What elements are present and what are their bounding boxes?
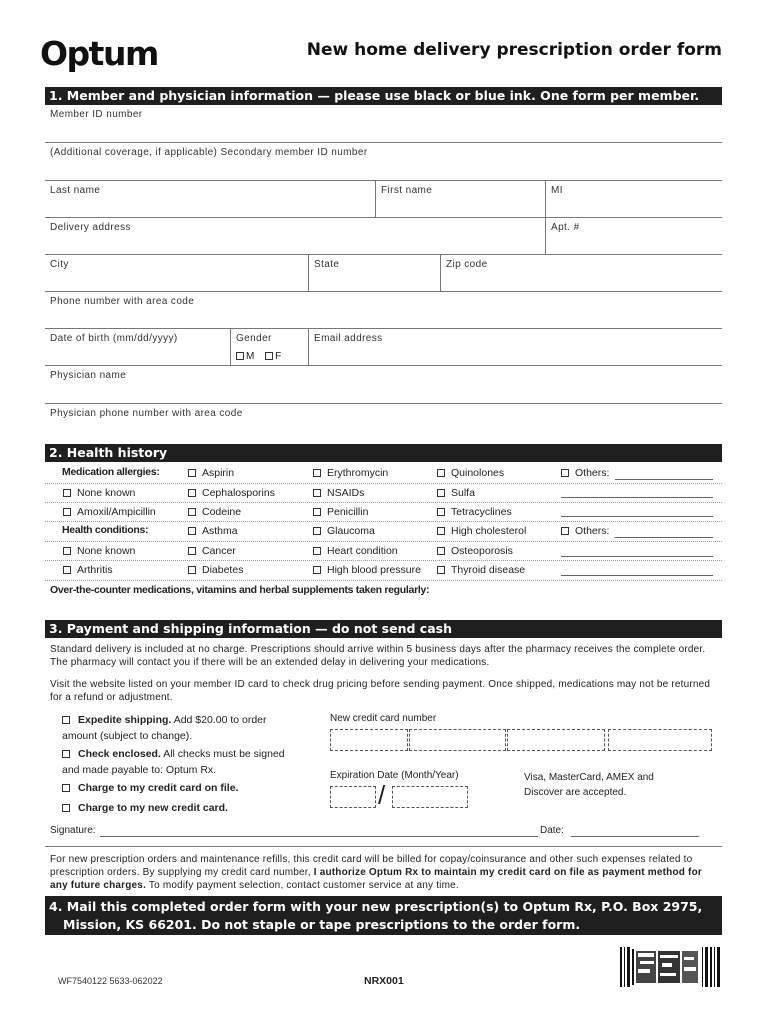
- option-label: Penicillin: [327, 506, 369, 518]
- checkbox[interactable]: [188, 566, 196, 574]
- checkbox[interactable]: [63, 566, 71, 574]
- allergy-others-line[interactable]: [615, 479, 713, 480]
- allergy-penicillin[interactable]: [313, 506, 368, 518]
- row-divider: [45, 483, 722, 484]
- otc-label: Over-the-counter medications, vitamins and herbal supplements taken regularly:: [50, 584, 430, 596]
- delivery-address-label: Delivery address: [50, 222, 131, 233]
- checkbox[interactable]: [437, 527, 445, 535]
- date-label: Date:: [540, 825, 564, 836]
- option-label: Others:: [575, 467, 610, 479]
- email-field[interactable]: [308, 329, 722, 365]
- charge-new-option[interactable]: [62, 800, 228, 816]
- health-conditions-label: Health conditions:: [62, 524, 149, 536]
- checkbox[interactable]: [313, 508, 321, 516]
- card-group-2[interactable]: [409, 729, 506, 751]
- gender-m-label: M: [246, 351, 255, 362]
- mail-line-1: 4. Mail this completed order form with your new prescription(s) to Optum Rx, P.O. Box 2975,: [49, 899, 703, 914]
- delivery-info-paragraph: Standard delivery is included at no charge. Prescriptions should arrive within 5 business days after the pharmacy receives the complete order. The pharmacy will contact you if there will be an extended delay in delivering your medications.: [50, 644, 706, 668]
- optum-logo: Optum: [40, 34, 158, 73]
- barcode-icon: [620, 947, 720, 987]
- charge-file-checkbox[interactable]: [62, 784, 70, 792]
- expedite-text: Add $20.00 to order amount (subject to change).: [62, 714, 267, 742]
- option-label: Osteoporosis: [451, 545, 513, 557]
- first-name-label: First name: [381, 185, 433, 196]
- allergy-codeine[interactable]: [188, 506, 241, 518]
- gender-f-checkbox[interactable]: [265, 352, 273, 360]
- option-label: Quinolones: [451, 467, 505, 479]
- condition-others-line[interactable]: [615, 537, 713, 538]
- pricing-info-paragraph: Visit the website listed on your member ID card to check drug pricing before sending payment. Once shipped, medications may not be returned for a refund or adjustment.: [50, 679, 711, 703]
- last-name-field[interactable]: [45, 181, 375, 217]
- condition-none-known[interactable]: [63, 545, 135, 557]
- allergy-others-line-3[interactable]: [561, 516, 713, 517]
- charge-file-option[interactable]: [62, 780, 238, 796]
- allergy-tetracyclines[interactable]: [437, 506, 512, 518]
- condition-osteoporosis[interactable]: [437, 545, 513, 557]
- condition-high-blood-pressure[interactable]: [313, 564, 421, 576]
- gender-label: Gender: [236, 333, 272, 344]
- city-row: [45, 255, 722, 292]
- check-bold: Check enclosed.: [78, 748, 161, 760]
- option-label: Tetracyclines: [451, 506, 512, 518]
- expedite-option[interactable]: [62, 712, 302, 744]
- card-group-3[interactable]: [507, 729, 605, 751]
- row-divider: [45, 580, 722, 581]
- zip-label: Zip code: [446, 259, 488, 270]
- secondary-member-id-field[interactable]: [45, 143, 722, 181]
- checkbox[interactable]: [188, 508, 196, 516]
- section-1-heading: 1. Member and physician information — please use black or blue ink. One form per member.: [45, 87, 722, 105]
- charge-new-checkbox[interactable]: [62, 804, 70, 812]
- option-label: NSAIDs: [327, 487, 365, 499]
- note-text-2: To modify payment selection, contact customer service at any time.: [148, 880, 459, 891]
- row-divider: [45, 502, 722, 503]
- row-divider: [45, 541, 722, 542]
- option-label: Codeine: [202, 506, 242, 518]
- new-card-label: New credit card number: [330, 713, 437, 724]
- option-label: Heart condition: [327, 545, 398, 557]
- form-code: WF7540122 5633-062022: [58, 976, 163, 986]
- email-label: Email address: [314, 333, 383, 344]
- signature-label: Signature:: [50, 825, 96, 836]
- checkbox[interactable]: [437, 469, 445, 477]
- option-label: High cholesterol: [451, 525, 527, 537]
- check-text: All checks must be signed and made payable to: Optum Rx.: [62, 748, 285, 776]
- gender-m-checkbox[interactable]: [236, 352, 244, 360]
- expedite-checkbox[interactable]: [62, 716, 70, 724]
- allergy-cephalosporins[interactable]: [188, 487, 275, 499]
- state-label: State: [314, 259, 340, 270]
- condition-others-line-3[interactable]: [561, 575, 713, 576]
- checkbox[interactable]: [63, 547, 71, 555]
- name-row: [45, 181, 722, 218]
- checkbox[interactable]: [437, 547, 445, 555]
- condition-others-line-2[interactable]: [561, 556, 713, 557]
- option-label: None known: [77, 487, 136, 499]
- option-label: Others:: [575, 525, 610, 537]
- physician-phone-field[interactable]: [45, 404, 722, 442]
- row-divider: [45, 560, 722, 561]
- allergy-none-known[interactable]: [63, 487, 135, 499]
- mi-label: MI: [551, 185, 563, 196]
- city-field[interactable]: [45, 255, 308, 291]
- checkbox[interactable]: [313, 469, 321, 477]
- checkbox[interactable]: [437, 566, 445, 574]
- expedite-bold: Expedite shipping.: [78, 714, 172, 726]
- condition-heart[interactable]: [313, 545, 398, 557]
- expiration-label: Expiration Date (Month/Year): [330, 770, 459, 781]
- option-label: None known: [77, 545, 136, 557]
- checkbox[interactable]: [437, 489, 445, 497]
- option-label: Asthma: [202, 525, 238, 537]
- checkbox[interactable]: [63, 489, 71, 497]
- condition-high-cholesterol[interactable]: [437, 525, 526, 537]
- form-title: New home delivery prescription order form: [306, 40, 722, 60]
- checkbox[interactable]: [561, 469, 569, 477]
- exp-year[interactable]: [392, 786, 468, 808]
- option-label: Amoxil/Ampicillin: [77, 506, 156, 518]
- option-label: Erythromycin: [327, 467, 389, 479]
- card-group-1[interactable]: [330, 729, 408, 751]
- form-id: NRX001: [364, 975, 404, 987]
- first-name-field[interactable]: [375, 181, 545, 217]
- otc-field[interactable]: [45, 598, 722, 620]
- dob-row: [45, 329, 722, 366]
- last-name-label: Last name: [50, 185, 101, 196]
- signature-line[interactable]: [100, 836, 538, 837]
- gender-options: [236, 351, 281, 362]
- phone-label: Phone number with area code: [50, 296, 195, 307]
- date-line[interactable]: [571, 836, 699, 837]
- physician-phone-label: Physician phone number with area code: [50, 408, 243, 419]
- charge-file-label: Charge to my credit card on file.: [78, 782, 239, 794]
- checkbox[interactable]: [313, 527, 321, 535]
- allergy-others[interactable]: [561, 467, 609, 479]
- condition-glaucoma[interactable]: [313, 525, 375, 537]
- checkbox[interactable]: [313, 566, 321, 574]
- check-enclosed-option[interactable]: [62, 746, 292, 778]
- city-label: City: [50, 259, 69, 270]
- mail-line-2: Mission, KS 66201. Do not staple or tape prescriptions to the order form.: [63, 917, 581, 932]
- option-label: High blood pressure: [327, 564, 421, 576]
- checkbox[interactable]: [437, 508, 445, 516]
- allergy-nsaids[interactable]: [313, 487, 364, 499]
- condition-thyroid[interactable]: [437, 564, 525, 576]
- option-label: Arthritis: [77, 564, 113, 576]
- check-enclosed-checkbox[interactable]: [62, 750, 70, 758]
- option-label: Glaucoma: [327, 525, 375, 537]
- apt-field[interactable]: [545, 218, 722, 254]
- delivery-address-field[interactable]: [45, 218, 545, 254]
- address-row: [45, 218, 722, 255]
- charge-new-label: Charge to my new credit card.: [78, 802, 228, 814]
- gender-field: [230, 329, 308, 365]
- zip-field[interactable]: [440, 255, 722, 291]
- note-text-1: For new prescription orders and maintenance refills, this credit card will be billed for copay/coinsurance and other such expenses related to prescription orders. By supplying my credit card number,: [50, 854, 693, 878]
- physician-name-label: Physician name: [50, 370, 127, 381]
- allergy-erythromycin[interactable]: [313, 467, 388, 479]
- condition-diabetes[interactable]: [188, 564, 243, 576]
- option-label: Aspirin: [202, 467, 235, 479]
- section-3-heading: 3. Payment and shipping information — do not send cash: [45, 620, 722, 638]
- mi-field[interactable]: [545, 181, 722, 217]
- checkbox[interactable]: [188, 527, 196, 535]
- checkbox[interactable]: [188, 469, 196, 477]
- exp-slash: /: [378, 780, 386, 810]
- member-id-label: Member ID number: [50, 109, 143, 120]
- condition-cancer[interactable]: [188, 545, 236, 557]
- condition-others[interactable]: [561, 525, 609, 537]
- allergy-amoxil[interactable]: [63, 506, 156, 518]
- option-label: Cephalosporins: [202, 487, 275, 499]
- condition-asthma[interactable]: [188, 525, 238, 537]
- option-label: Diabetes: [202, 564, 244, 576]
- option-label: Cancer: [202, 545, 236, 557]
- condition-arthritis[interactable]: [63, 564, 113, 576]
- exp-month[interactable]: [330, 786, 376, 808]
- allergy-quinolones[interactable]: [437, 467, 504, 479]
- physician-name-field[interactable]: [45, 366, 722, 404]
- allergy-aspirin[interactable]: [188, 467, 234, 479]
- allergy-sulfa[interactable]: [437, 487, 475, 499]
- checkbox[interactable]: [188, 547, 196, 555]
- dob-field[interactable]: [45, 329, 230, 365]
- gender-f-label: F: [275, 351, 282, 362]
- member-id-field[interactable]: [45, 105, 722, 143]
- section-2-heading: 2. Health history: [45, 444, 722, 462]
- option-label: Thyroid disease: [451, 564, 526, 576]
- cards-accepted-text: Visa, MasterCard, AMEX and Discover are accepted.: [524, 772, 654, 798]
- checkbox[interactable]: [561, 527, 569, 535]
- option-label: Sulfa: [451, 487, 475, 499]
- divider: [45, 846, 722, 847]
- checkbox[interactable]: [188, 489, 196, 497]
- state-field[interactable]: [308, 255, 440, 291]
- secondary-id-label: (Additional coverage, if applicable) Secondary member ID number: [50, 147, 368, 158]
- allergy-others-line-2[interactable]: [561, 497, 713, 498]
- phone-field[interactable]: [45, 292, 722, 329]
- checkbox[interactable]: [63, 508, 71, 516]
- section-4-mail-instructions: [45, 896, 722, 935]
- medication-allergies-label: Medication allergies:: [62, 466, 160, 478]
- card-group-4[interactable]: [608, 729, 712, 751]
- checkbox[interactable]: [313, 489, 321, 497]
- apt-label: Apt. #: [551, 222, 580, 233]
- row-divider: [45, 521, 722, 522]
- dob-label: Date of birth (mm/dd/yyyy): [50, 333, 178, 344]
- checkbox[interactable]: [313, 547, 321, 555]
- card-authorization-note: [50, 853, 720, 892]
- note-bold: I authorize Optum Rx to maintain my credit card on file as payment method for any future charges.: [50, 867, 702, 891]
